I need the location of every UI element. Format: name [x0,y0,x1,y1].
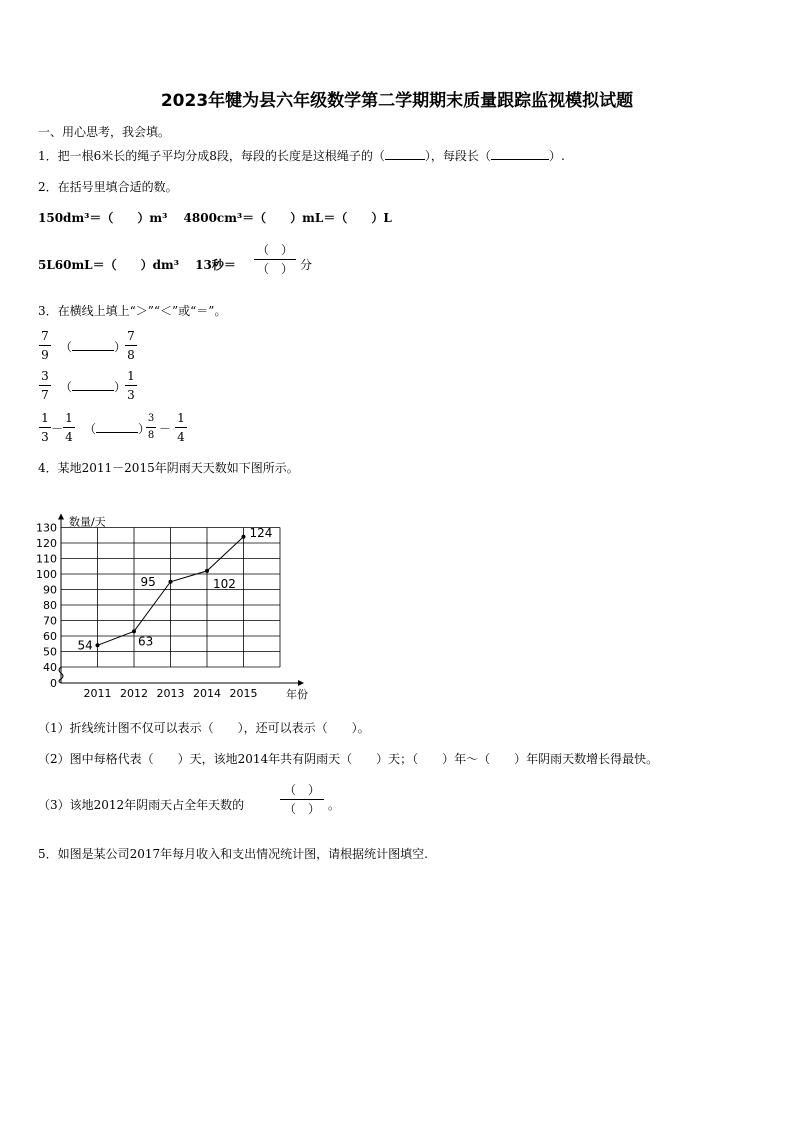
fraction-denominator: 8 [147,430,155,441]
x-axis-label: 年份 [286,688,308,701]
q3-r2-answer [60,378,126,395]
fraction-bar [39,385,51,386]
q4-fraction-denominator[interactable]: （ ） [283,802,320,816]
q1-blank-1[interactable] [385,147,425,160]
q2-fraction-bar [254,259,296,260]
q3-r1-blank[interactable] [72,338,114,351]
q4-sub-3-end: 。 [328,798,341,812]
left-paren: （ [60,380,73,394]
fraction-numerator: 1 [41,411,49,425]
question-2-title: 2．在括号里填合适的数。 [38,180,178,194]
x-tick-label: 2013 [156,687,185,700]
fraction-denominator: 3 [41,430,49,444]
question-3-title: 3．在横线上填上“＞”“＜”或“＝”。 [38,304,227,318]
minus-sign: － [51,422,64,436]
q3-r3-blank[interactable] [96,420,138,433]
fraction-denominator: 3 [127,388,135,402]
q2-unit-minute: 分 [300,258,313,272]
right-paren: ） [114,340,127,354]
q1-text-b: ），每段长（ [424,149,491,163]
fraction-denominator: 4 [65,430,73,444]
y-tick-label: 120 [36,537,57,550]
data-label: 63 [138,634,154,649]
fraction-numerator: 7 [41,329,49,343]
q3-r2-left-fraction [39,368,51,403]
y-tick-label: 100 [36,568,57,581]
fraction-bar [146,427,156,428]
x-tick-label: 2014 [193,687,221,700]
q3-r3-fraction-a [39,410,51,445]
y-axis-label: 数量/天 [69,515,106,529]
data-point [132,629,136,633]
y-tick-label: 0 [50,677,57,690]
y-tick-label: 130 [36,521,57,535]
fraction-bar [125,385,137,386]
left-paren: （ [60,340,73,354]
question-2-line-2: 5L60mL＝（ ）dm³ 13秒＝ [38,258,236,272]
right-paren: ） [138,422,151,436]
q4-fraction [280,782,324,817]
y-tick-label: 70 [43,614,57,628]
x-tick-label: 2012 [120,687,148,700]
fraction-bar [175,427,187,428]
q1-text-c: ）. [548,149,565,163]
q4-fraction-bar [280,799,324,800]
y-tick-label: 110 [36,552,57,566]
q3-r3-fraction-b [63,410,75,445]
q3-r1-right-fraction [125,328,137,363]
fraction-bar [125,345,137,346]
q3-r3-answer [84,420,150,437]
fraction-denominator: 9 [41,348,49,362]
fraction-numerator: 1 [177,411,185,425]
data-point [205,569,209,573]
y-tick-label: 40 [43,661,57,674]
data-point [169,580,173,584]
q1-blank-2[interactable] [491,147,549,160]
q4-fraction-numerator[interactable]: （ ） [283,783,320,797]
fraction-numerator: 7 [127,329,135,343]
chart-labels [36,515,308,702]
minus-sign: － [159,422,172,436]
q3-r2-blank[interactable] [72,378,114,391]
q3-r2-right-fraction [125,368,137,403]
q3-r1-left-fraction [39,328,51,363]
fraction-denominator: 4 [177,430,185,444]
q4-sub-3: （3）该地2012年阴雨天占全年天数的 [38,798,245,812]
y-tick-label: 80 [43,599,57,612]
q3-r3-fraction-d [175,410,187,445]
section-heading: 一、用心思考，我会填。 [38,125,171,139]
q2-fraction [254,242,296,277]
q3-r1-answer [60,338,126,355]
y-tick-label: 60 [43,630,57,643]
page-title: 2023年犍为县六年级数学第二学期期末质量跟踪监视模拟试题 [160,91,634,111]
question-1 [38,147,565,164]
question-5-title: 5．如图是某公司2017年每月收入和支出情况统计图，请根据统计图填空. [38,847,428,861]
y-tick-label: 50 [43,645,57,659]
x-tick-label: 2011 [83,687,112,700]
q1-text-a: 1．把一根6米长的绳子平均分成8段，每段的长度是这根绳子的（ [38,149,385,163]
data-label: 102 [213,576,236,591]
q2-fraction-numerator[interactable]: （ ） [256,243,293,257]
chart-grid [61,525,280,668]
q2-fraction-denominator[interactable]: （ ） [256,262,293,276]
data-point [242,535,246,539]
q3-r3-fraction-c [146,412,156,443]
fraction-numerator: 1 [65,411,73,425]
fraction-denominator: 8 [127,348,135,362]
fraction-denominator: 7 [41,388,49,402]
fraction-bar [39,427,51,428]
q4-sub-1: （1）折线统计图不仅可以表示（ ），还可以表示（ ）。 [38,721,370,735]
y-axis-arrow-icon [58,514,64,520]
line-chart [30,500,320,705]
data-point [96,643,100,647]
left-paren: （ [84,422,97,436]
x-tick-label: 2015 [229,687,258,700]
fraction-numerator: 1 [127,369,135,383]
y-tick-label: 90 [43,583,57,597]
fraction-numerator: 3 [147,413,155,424]
data-label: 54 [77,638,93,653]
right-paren: ） [114,380,127,394]
question-4-title: 4．某地2011－2015年阴雨天天数如下图所示。 [38,461,299,475]
q4-sub-2: （2）图中每格代表（ ）天，该地2014年共有阴雨天（ ）天；（ ）年～（ ）年阴雨天数增长得最快。 [38,752,659,766]
fraction-bar [63,427,75,428]
x-axis-arrow-icon [298,680,304,686]
question-2-line-1: 150dm³＝（ ）m³ 4800cm³＝（ ）mL＝（ ）L [38,211,392,225]
fraction-bar [39,345,51,346]
fraction-numerator: 3 [41,369,49,383]
data-label: 124 [249,525,273,540]
data-label: 95 [140,574,156,589]
